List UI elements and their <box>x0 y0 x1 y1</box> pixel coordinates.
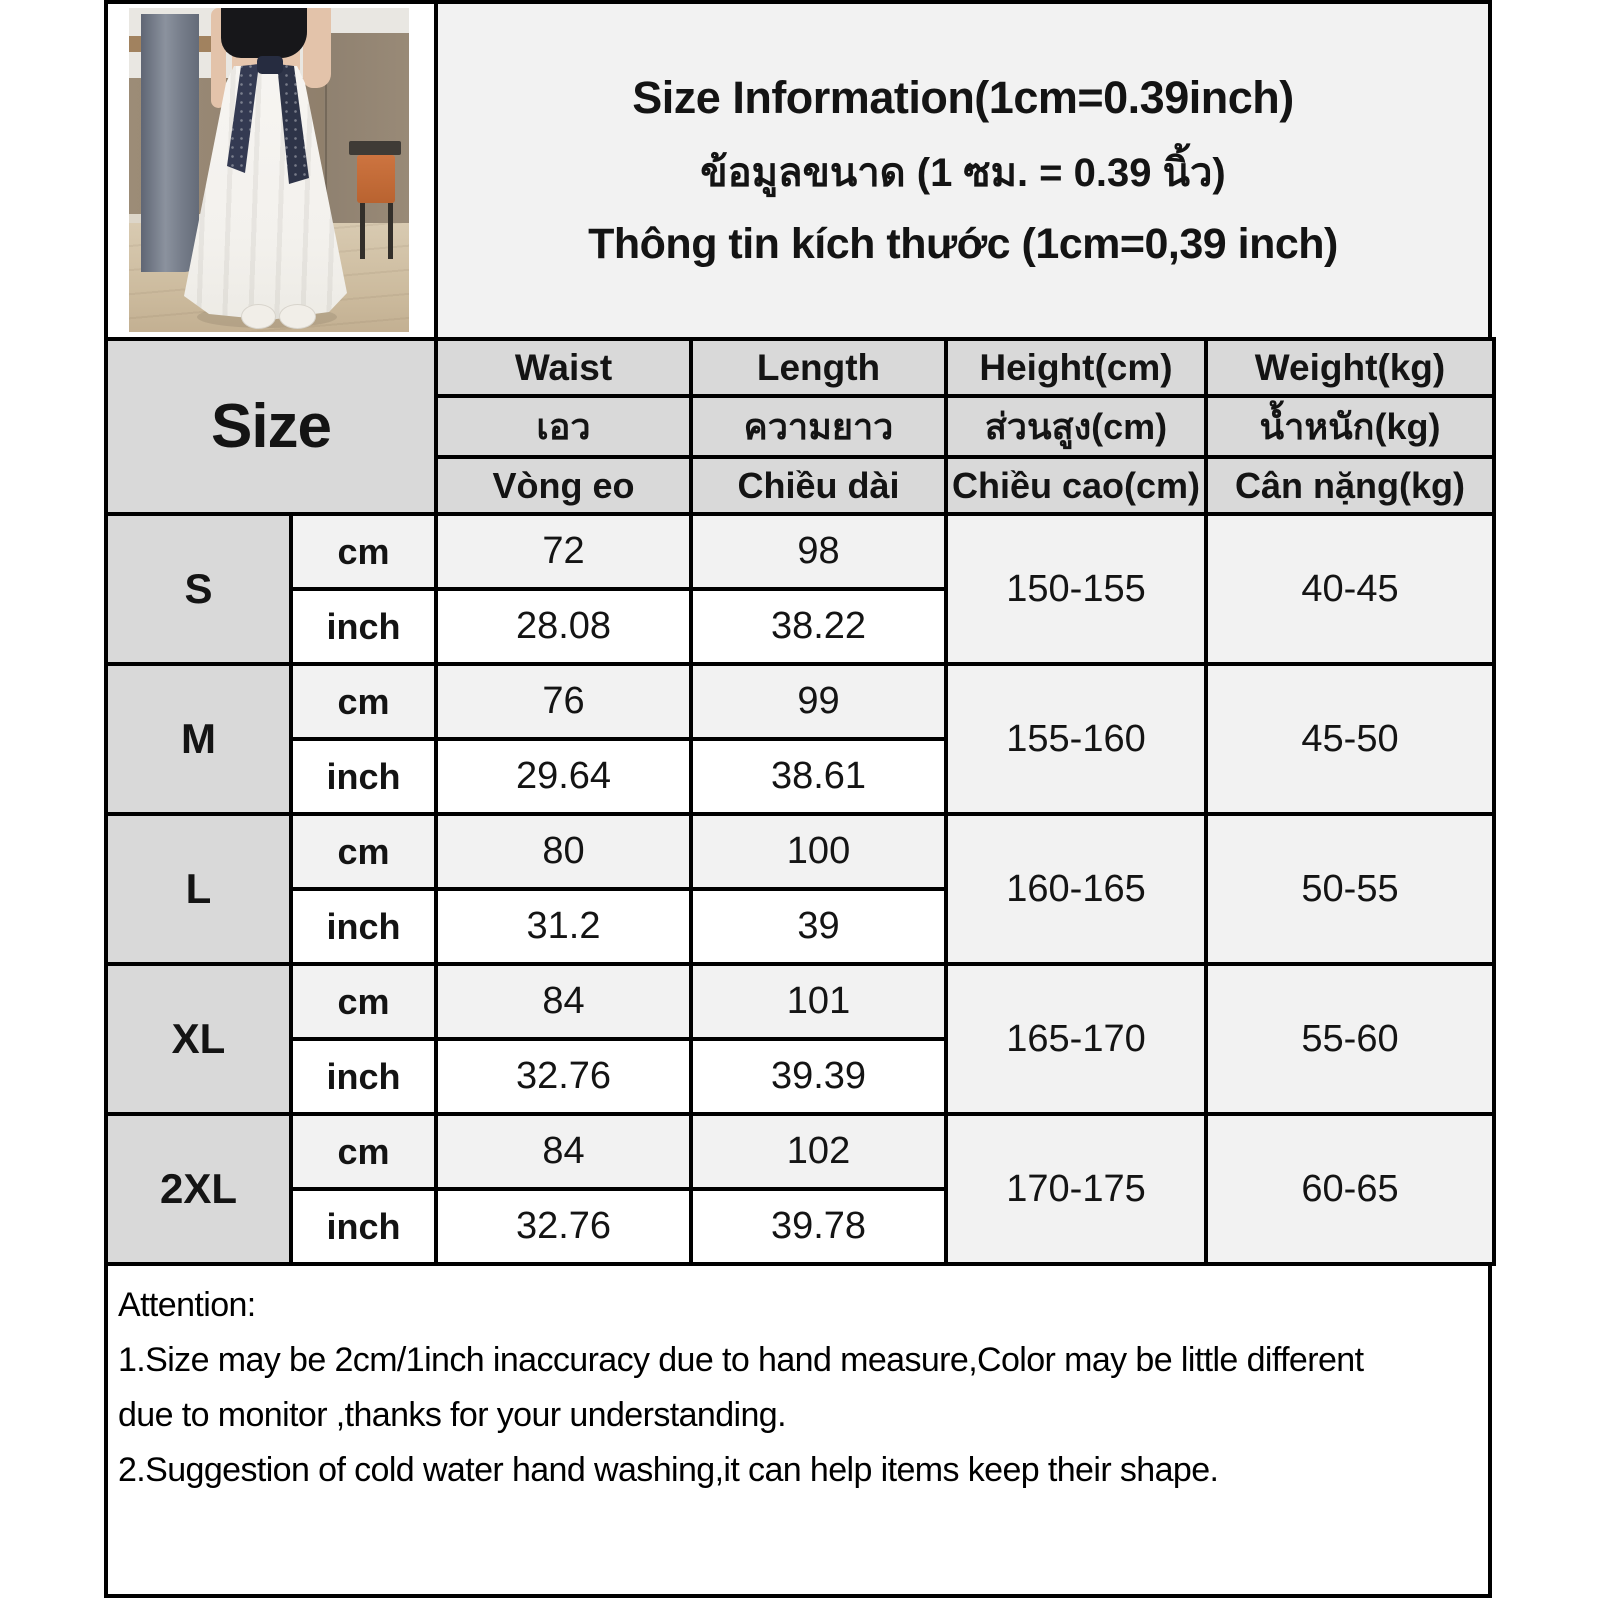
col-header-length-en: Length <box>691 339 946 396</box>
title-block <box>438 4 1488 337</box>
length-cm-value: 102 <box>691 1114 946 1189</box>
unit-cm-label: cm <box>291 664 436 739</box>
desk-top <box>349 141 401 155</box>
waist-inch-value: 28.08 <box>436 589 691 664</box>
unit-inch-label: inch <box>291 739 436 814</box>
title-vietnamese: Thông tin kích thước (1cm=0,39 inch) <box>588 220 1338 268</box>
waist-inch-value: 29.64 <box>436 739 691 814</box>
length-cm-value: 101 <box>691 964 946 1039</box>
length-cm-value: 100 <box>691 814 946 889</box>
waist-inch-value: 32.76 <box>436 1189 691 1264</box>
black-crop-top <box>221 8 307 58</box>
length-cm-value: 99 <box>691 664 946 739</box>
top-section <box>104 0 1492 337</box>
size-row-label-2xl: 2XL <box>106 1114 291 1264</box>
unit-inch-label: inch <box>291 589 436 664</box>
attention-line-3: 2.Suggestion of cold water hand washing,it can help items keep their shape. <box>118 1451 1219 1489</box>
weight-range-value: 40-45 <box>1206 514 1494 664</box>
stool-leg <box>388 203 393 259</box>
unit-cm-label: cm <box>291 814 436 889</box>
unit-inch-label: inch <box>291 1039 436 1114</box>
weight-range-value: 55-60 <box>1206 964 1494 1114</box>
size-row-label-xl: XL <box>106 964 291 1114</box>
waist-inch-value: 32.76 <box>436 1039 691 1114</box>
waist-cm-value: 76 <box>436 664 691 739</box>
attention-heading: Attention: <box>118 1286 256 1324</box>
col-header-waist-vi: Vòng eo <box>436 457 691 514</box>
weight-range-value: 50-55 <box>1206 814 1494 964</box>
unit-inch-label: inch <box>291 1189 436 1264</box>
waist-cm-value: 72 <box>436 514 691 589</box>
col-header-weight-th: น้ำหนัก(kg) <box>1206 396 1494 457</box>
length-inch-value: 39.39 <box>691 1039 946 1114</box>
waist-cm-value: 80 <box>436 814 691 889</box>
unit-cm-label: cm <box>291 514 436 589</box>
attention-line-1: 1.Size may be 2cm/1inch inaccuracy due to hand measure,Color may be little different <box>118 1341 1364 1379</box>
waist-cm-value: 84 <box>436 1114 691 1189</box>
white-shoe-left <box>241 304 276 329</box>
length-cm-value: 98 <box>691 514 946 589</box>
scarf-knot <box>257 56 283 74</box>
size-row-label-s: S <box>106 514 291 664</box>
waist-inch-value: 31.2 <box>436 889 691 964</box>
length-inch-value: 38.22 <box>691 589 946 664</box>
attention-note <box>104 1266 1492 1598</box>
unit-inch-label: inch <box>291 889 436 964</box>
col-header-waist-en: Waist <box>436 339 691 396</box>
orange-stool <box>357 155 395 203</box>
col-header-height-en: Height(cm) <box>946 339 1206 396</box>
product-photo <box>129 8 409 332</box>
height-range-value: 155-160 <box>946 664 1206 814</box>
title-thai: ข้อมูลขนาด (1 ซม. = 0.39 นิ้ว) <box>700 151 1226 195</box>
size-row-label-l: L <box>106 814 291 964</box>
weight-range-value: 45-50 <box>1206 664 1494 814</box>
unit-cm-label: cm <box>291 1114 436 1189</box>
size-row-label-m: M <box>106 664 291 814</box>
size-header: Size <box>106 339 436 514</box>
size-table <box>104 337 1496 1266</box>
col-header-weight-en: Weight(kg) <box>1206 339 1494 396</box>
height-range-value: 170-175 <box>946 1114 1206 1264</box>
white-shoe-right <box>279 304 316 329</box>
size-chart-page <box>104 0 1492 1598</box>
height-range-value: 160-165 <box>946 814 1206 964</box>
waist-cm-value: 84 <box>436 964 691 1039</box>
col-header-height-th: ส่วนสูง(cm) <box>946 396 1206 457</box>
col-header-waist-th: เอว <box>436 396 691 457</box>
length-inch-value: 39.78 <box>691 1189 946 1264</box>
col-header-weight-vi: Cân nặng(kg) <box>1206 457 1494 514</box>
col-header-height-vi: Chiều cao(cm) <box>946 457 1206 514</box>
attention-line-2: due to monitor ,thanks for your understanding. <box>118 1396 786 1434</box>
length-inch-value: 38.61 <box>691 739 946 814</box>
curtain <box>141 14 199 272</box>
length-inch-value: 39 <box>691 889 946 964</box>
col-header-length-vi: Chiều dài <box>691 457 946 514</box>
col-header-length-th: ความยาว <box>691 396 946 457</box>
product-photo-cell <box>108 4 438 337</box>
stool-leg <box>360 203 365 259</box>
height-range-value: 150-155 <box>946 514 1206 664</box>
unit-cm-label: cm <box>291 964 436 1039</box>
title-english: Size Information(1cm=0.39inch) <box>632 72 1294 123</box>
model-right-arm <box>303 8 331 88</box>
weight-range-value: 60-65 <box>1206 1114 1494 1264</box>
height-range-value: 165-170 <box>946 964 1206 1114</box>
